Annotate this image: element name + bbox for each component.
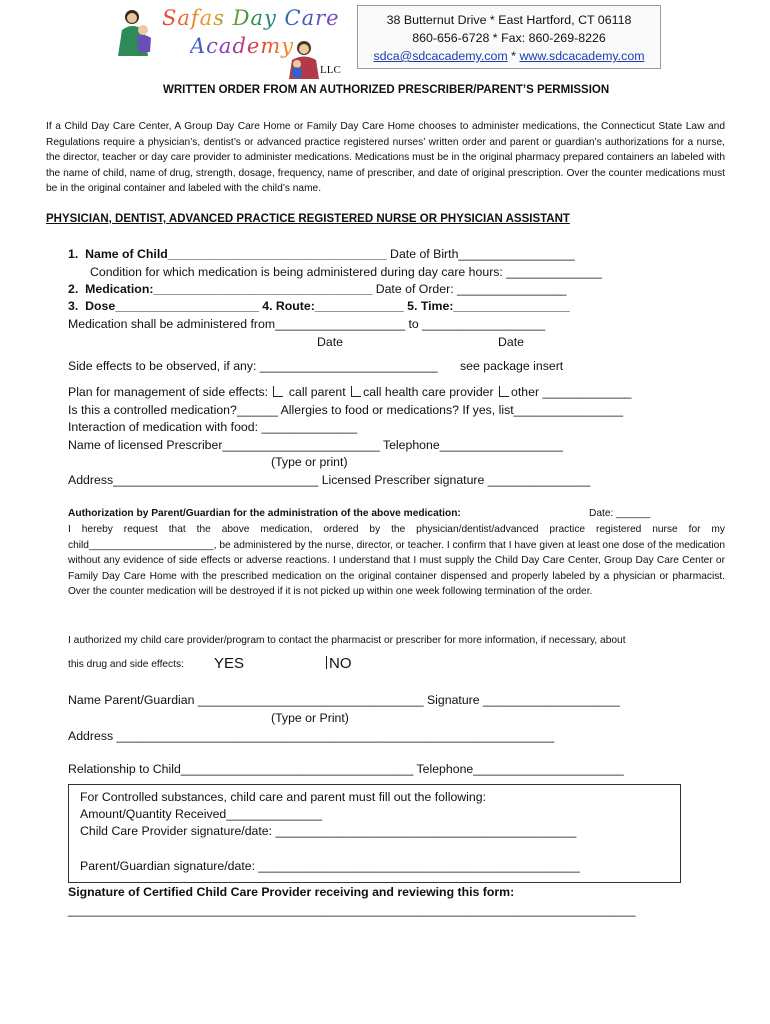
side-effects-field[interactable]: Side effects to be observed, if any: __________________________ bbox=[68, 359, 438, 373]
logo-line2: Academy bbox=[190, 34, 295, 58]
plan-label: Plan for management of side effects: bbox=[68, 385, 272, 399]
section-heading: PHYSICIAN, DENTIST, ADVANCED PRACTICE REGISTERED NURSE OR PHYSICIAN ASSISTANT bbox=[46, 213, 570, 225]
prescriber-address-signature-field[interactable]: Address______________________________ Licensed Prescriber signature _______________ bbox=[68, 473, 591, 487]
parent-auth-date-field[interactable]: Date: ______ bbox=[589, 508, 651, 519]
medication-line bbox=[68, 282, 566, 296]
admin-period-field[interactable]: Medication shall be administered from___________________ to __________________ bbox=[68, 317, 546, 331]
contact-box bbox=[357, 5, 661, 69]
contact-links bbox=[358, 49, 660, 63]
contact-authorization-text: I authorized my child care provider/program to contact the pharmacist or prescriber for more information, if necessary, about bbox=[68, 635, 626, 646]
dose-route-time-line bbox=[68, 299, 570, 313]
teacher-child-icon bbox=[288, 40, 322, 80]
certified-provider-label: Signature of Certified Child Care Provider receiving and reviewing this form: bbox=[68, 885, 515, 899]
time-label: 5. Time: bbox=[407, 299, 454, 313]
no-option[interactable] bbox=[326, 655, 352, 672]
time-field[interactable]: _________________ bbox=[453, 299, 570, 313]
end-date-label: Date bbox=[498, 335, 524, 349]
route-label: 4. Route: bbox=[262, 299, 315, 313]
parent-signature-field[interactable]: Parent/Guardian signature/date: _______________________________________________ bbox=[80, 859, 580, 873]
medication-label: Medication: bbox=[85, 282, 154, 296]
order-date-field[interactable]: Date of Order: ________________ bbox=[372, 282, 567, 296]
intro-paragraph: If a Child Day Care Center, A Group Day Care Home or Family Day Care Home chooses to administer medications, the Connecticut State Law and Regulations require a physician’s, dentist’s or advanced practice registered nurses’ written order and parent or guardian’s authorizations for a nurse, the director, teacher or day care provider to administer medications. Medications must be in the original pharmacy prepared containers an labeled with the name of child, name of drug, strength, dosage, frequency, name of prescriber, and date of original prescription. Over the counter medications must be in the original container and labeled with the child’s name. bbox=[46, 121, 725, 195]
amount-received-field[interactable]: Amount/Quantity Received______________ bbox=[80, 807, 323, 821]
controlled-intro: For Controlled substances, child care and parent must fill out the following: bbox=[80, 790, 487, 804]
parent-address-field[interactable]: Address ________________________________________________________________ bbox=[68, 729, 555, 743]
drug-side-effects-text: this drug and side effects: bbox=[68, 659, 184, 670]
parent-name-signature-field[interactable]: Name Parent/Guardian _________________________________ Signature ____________________ bbox=[68, 693, 620, 707]
dob-field[interactable]: Date of Birth_________________ bbox=[386, 247, 575, 261]
type-or-print-label: (Type or print) bbox=[271, 455, 348, 469]
prescriber-name-phone-field[interactable]: Name of licensed Prescriber_______________________ Telephone__________________ bbox=[68, 438, 563, 452]
child-name-line bbox=[68, 247, 575, 261]
parent-type-or-print-label: (Type or Print) bbox=[271, 711, 349, 725]
yes-option[interactable]: YES bbox=[214, 655, 245, 672]
other-field[interactable]: other _____________ bbox=[511, 385, 632, 399]
contact-address: 38 Butternut Drive * East Hartford, CT 06118 bbox=[386, 13, 632, 27]
item-number: 3. bbox=[68, 299, 79, 313]
other-checkbox[interactable] bbox=[499, 386, 509, 397]
start-date-label: Date bbox=[317, 335, 343, 349]
no-label: NO bbox=[329, 655, 352, 672]
provider-signature-field[interactable]: Child Care Provider signature/date: ____________________________________________ bbox=[80, 824, 577, 838]
call-parent-checkbox[interactable] bbox=[273, 386, 283, 397]
child-name-label: Name of Child bbox=[85, 247, 168, 261]
call-provider-checkbox[interactable] bbox=[351, 386, 361, 397]
call-parent-label: call parent bbox=[285, 385, 350, 399]
medication-field[interactable]: ________________________________ bbox=[153, 282, 373, 296]
controlled-allergies-field[interactable]: Is this a controlled medication?______ Allergies to food or medications? If yes, list________________ bbox=[68, 403, 624, 417]
logo-llc: LLC bbox=[320, 64, 341, 76]
parent-auth-body: I hereby request that the above medication, ordered by the physician/dentist/advanced practice registered nurse for my child______________________, be administered by the nurse, director, or teacher. I confirm that I have given at least one dose of the medication without any evidence of side effects or adverse reactions. I understand that I must supply the Child Day Care Center, Group Day Care Center or Family Day Care Home with the prescribed medication on the original container dispensed and properly labeled by a physician or pharmacist. Over the counter medication will be destroyed if it is not picked up within one week following termination of the order. bbox=[68, 524, 725, 598]
item-number: 1. bbox=[68, 247, 79, 261]
item-number: 2. bbox=[68, 282, 79, 296]
child-name-field[interactable]: ________________________________ bbox=[167, 247, 387, 261]
route-field[interactable]: _____________ bbox=[314, 299, 408, 313]
relationship-telephone-field[interactable]: Relationship to Child__________________________________ Telephone______________________ bbox=[68, 762, 624, 776]
certified-provider-signature-field[interactable]: ___________________________________________________________________________________ bbox=[68, 903, 636, 917]
controlled-substances-box bbox=[68, 784, 681, 883]
parent-auth-heading: Authorization by Parent/Guardian for the administration of the above medication: bbox=[68, 508, 461, 519]
contact-phone-fax: 860-656-6728 * Fax: 860-269-8226 bbox=[412, 31, 606, 45]
call-provider-label: call health care provider bbox=[363, 385, 498, 399]
plan-management-line bbox=[68, 385, 631, 399]
dose-label: Dose bbox=[85, 299, 116, 313]
see-package-insert: see package insert bbox=[460, 359, 564, 373]
email-link[interactable]: sdca@sdcacademy.com bbox=[373, 49, 508, 63]
website-link[interactable]: www.sdcacademy.com bbox=[519, 49, 645, 63]
condition-field[interactable]: Condition for which medication is being administered during day care hours: ______________ bbox=[90, 265, 603, 279]
mother-child-icon bbox=[118, 8, 154, 58]
food-interaction-field[interactable]: Interaction of medication with food: ______________ bbox=[68, 420, 358, 434]
page-title: WRITTEN ORDER FROM AN AUTHORIZED PRESCRIBER/PARENT’S PERMISSION bbox=[163, 84, 610, 96]
dose-field[interactable]: _____________________ bbox=[115, 299, 263, 313]
logo bbox=[118, 4, 348, 82]
contact-separator: * bbox=[507, 49, 520, 63]
logo-line1: Safas Day Care bbox=[162, 6, 340, 30]
